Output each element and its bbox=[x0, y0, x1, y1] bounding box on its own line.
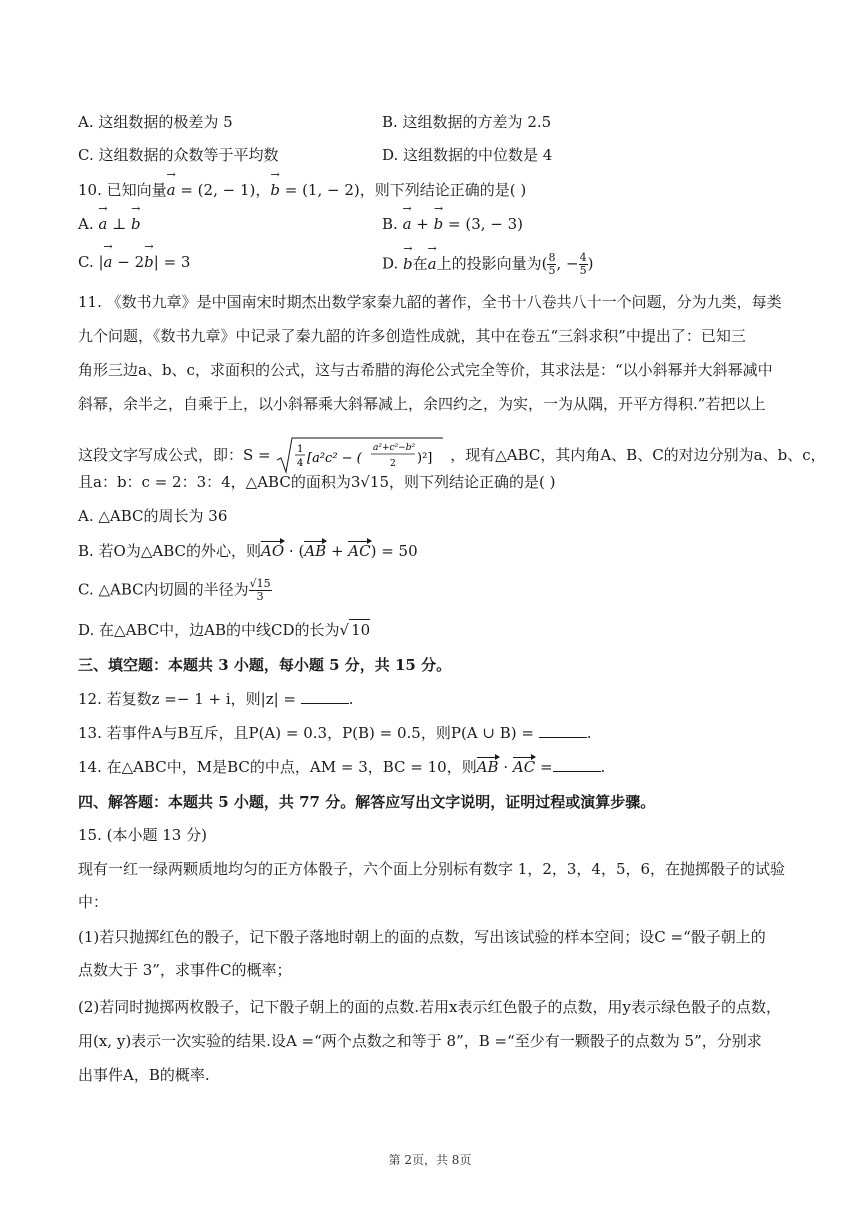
q15-line7: 出事件A，B的概率. bbox=[78, 1066, 210, 1084]
fraction-sqrt15-3: $\frac{√15}{3}$ bbox=[249, 577, 271, 603]
heron-formula bbox=[275, 436, 445, 476]
q11-line4: 斜幂，余半之，自乘于上，以小斜幂乘大斜幂减上，余四约之，为实，一为从隅，开平方得积.”若把以上 bbox=[78, 395, 766, 413]
answer-blank bbox=[553, 759, 601, 772]
q15-line2: 中： bbox=[78, 893, 109, 911]
fraction-4-5: $\frac{4}{5}$ bbox=[579, 251, 587, 277]
q11-option-c: C. △ABC内切圆的半径为 $\frac{√15}{3}$ bbox=[78, 577, 271, 603]
q11-line6: 且a：b：c = 2：3：4，△ABC的面积为3√15，则下列结论正确的是( ) bbox=[78, 473, 556, 491]
q11-line5: 这段文字写成公式，即：S = 1 4 [a²c² − ( a²+c²−b² 2 )²] ，现有△ABC，其内角A、B、C的对边分别为a、b、c， bbox=[78, 436, 826, 476]
q11-line1: 11. 《数书九章》是中国南宋时期杰出数学家秦九韶的著作，全书十八卷共八十一个问题，分为九类，每类 bbox=[78, 293, 782, 311]
q9-option-a: A. 这组数据的极差为 5 bbox=[78, 113, 233, 131]
q9-option-b: B. 这组数据的方差为 2.5 bbox=[382, 113, 552, 131]
page-footer: 第 2页，共 8页 bbox=[388, 1153, 472, 1167]
q10-option-c: C. |→ a − 2→ b| = 3 bbox=[78, 252, 190, 272]
q14: 14. 在△ABC中，M是BC的中点，AM = 3，BC = 10，则AB · AC = . bbox=[78, 758, 606, 776]
q10-option-a: A. → a ⊥ → b bbox=[78, 214, 141, 234]
fraction-8-5: $\frac{8}{5}$ bbox=[548, 251, 556, 277]
q15-line5: (2)若同时抛掷两枚骰子，记下骰子朝上的面的点数.若用x表示红色骰子的点数，用y表示绿色骰子的点数， bbox=[78, 998, 781, 1016]
q15-line3: (1)若只抛掷红色的骰子，记下骰子落地时朝上的面的点数，写出该试验的样本空间；设C =“骰子朝上的 bbox=[78, 928, 766, 946]
q11-option-a: A. △ABC的周长为 36 bbox=[78, 507, 228, 525]
vector-b: → b bbox=[270, 180, 280, 200]
svg-text:)²]: )²] bbox=[417, 451, 433, 466]
section-4-heading: 四、解答题：本题共 5 小题，共 77 分。解答应写出文字说明，证明过程或演算步骤。 bbox=[78, 793, 656, 811]
q11-line3: 角形三边a、b、c，求面积的公式，这与古希腊的海伦公式完全等价，其求法是：“以小斜幂并大斜幂减中 bbox=[78, 361, 773, 379]
svg-text:1: 1 bbox=[297, 444, 304, 455]
q10-option-b: B. → a + → b = (3, − 3) bbox=[382, 214, 523, 234]
q15-line6: 用(x, y)表示一次实验的结果.设A =“两个点数之和等于 8”，B =“至少有一颗骰子的点数为 5”，分别求 bbox=[78, 1032, 762, 1050]
svg-text:[a²c² − (: [a²c² − ( bbox=[307, 451, 363, 466]
q11-line2: 九个问题，《数书九章》中记录了秦九韶的许多创造性成就，其中在卷五“三斜求积”中提出了：已知三 bbox=[78, 327, 746, 345]
svg-text:4: 4 bbox=[297, 458, 304, 469]
answer-blank bbox=[539, 725, 587, 738]
answer-blank bbox=[301, 691, 349, 704]
q9-option-d: D. 这组数据的中位数是 4 bbox=[382, 146, 553, 164]
q10-option-d: D. → b在→ a上的投影向量为( $\frac{8}{5}$ , − $\frac{4}{5}$ ) bbox=[382, 252, 593, 277]
q9-option-c: C. 这组数据的众数等于平均数 bbox=[78, 146, 279, 164]
q11-option-b: B. 若O为△ABC的外心，则AO · (AB + AC) = 50 bbox=[78, 542, 418, 560]
section-3-heading: 三、填空题：本题共 3 小题，每小题 5 分，共 15 分。 bbox=[78, 656, 452, 674]
q15-line1: 现有一红一绿两颗质地均匀的正方体骰子，六个面上分别标有数字 1，2，3，4，5，6，在抛掷骰子的试验 bbox=[78, 860, 786, 878]
q10-stem: 10. 已知向量→ a = (2, − 1)，→ b = (1, − 2)，则下列结论正确的是( ) bbox=[78, 180, 526, 200]
q13: 13. 若事件A与B互斥，且P(A) = 0.3，P(B) = 0.5，则P(A ∪ B) = . bbox=[78, 724, 592, 742]
q15-header: 15. (本小题 13 分) bbox=[78, 826, 207, 844]
q12: 12. 若复数z =− 1 + i，则|z| = . bbox=[78, 690, 354, 708]
svg-text:2: 2 bbox=[390, 459, 397, 469]
q11-option-d: D. 在△ABC中，边AB的中线CD的长为√ 10 bbox=[78, 621, 371, 639]
q15-line4: 点数大于 3”，求事件C的概率； bbox=[78, 961, 292, 979]
vector-a: → a bbox=[167, 180, 176, 200]
svg-text:a²+c²−b²: a²+c²−b² bbox=[373, 443, 416, 453]
